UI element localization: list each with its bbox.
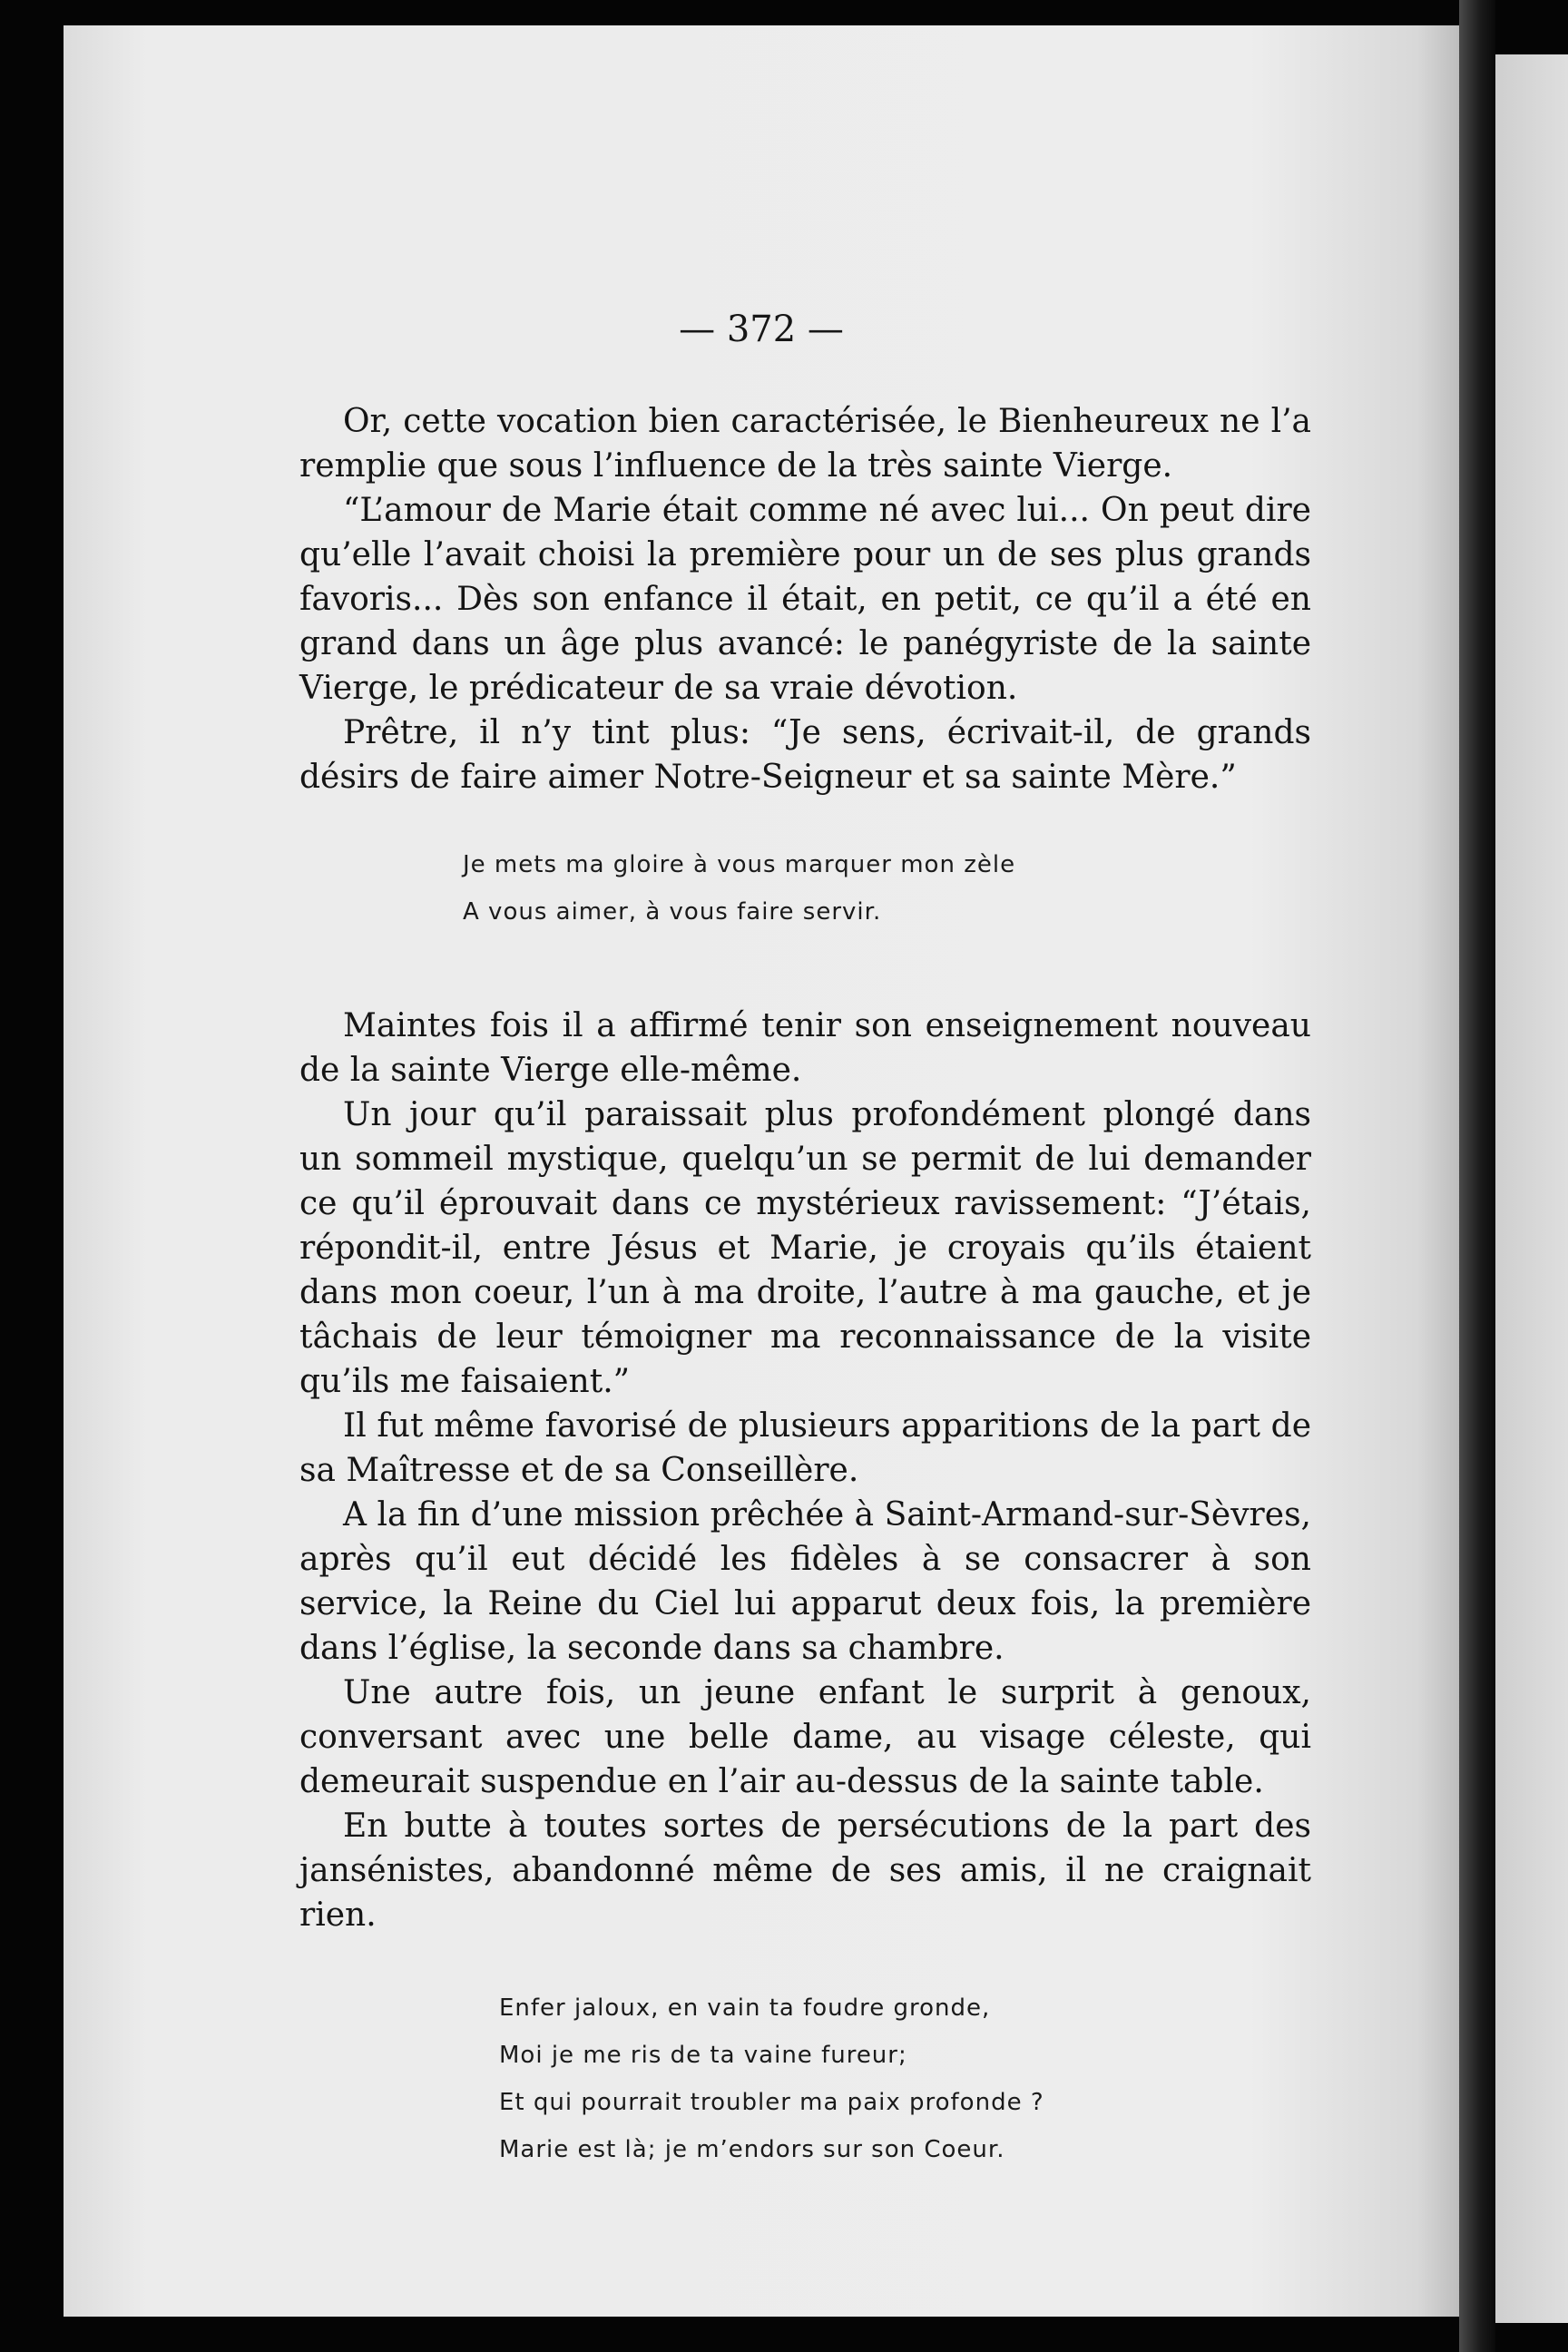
verse-line: Moi je me ris de ta vaine fureur; (499, 2042, 907, 2069)
paragraph: Prêtre, il n’y tint plus: “Je sens, écrivait-il, de grands désirs de faire aimer Notre-Seigneur et sa sainte Mère.” (299, 714, 1311, 796)
verse-line: Et qui pourrait troubler ma paix profonde ? (499, 2089, 1044, 2116)
paragraph: A la fin d’une mission prêchée à Saint-Armand-sur-Sèvres, après qu’il eut décidé les fidèles à se consacrer à son service, la Reine du Ciel lui apparut deux fois, la première dans l’église, la seconde dans sa chambre. (299, 1496, 1311, 1667)
paragraph: “L’amour de Marie était comme né avec lui... On peut dire qu’elle l’avait choisi la première pour un de ses plus grands favoris... Dès son enfance il était, en petit, ce qu’il a été en grand dans un âge plus avancé: le panégyriste de la sainte Vierge, le prédicateur de sa vraie dévotion. (299, 492, 1311, 707)
verse-line: Marie est là; je m’endors sur son Coeur. (499, 2136, 1005, 2163)
paragraph: Une autre fois, un jeune enfant le surprit à genoux, conversant avec une belle dame, au visage céleste, qui demeurait suspendue en l’air au-dessus de la sainte table. (299, 1674, 1311, 1800)
verse-line: Je mets ma gloire à vous marquer mon zèle (463, 851, 1016, 878)
verse-line: A vous aimer, à vous faire servir. (463, 898, 882, 926)
verse-quote (499, 1984, 1311, 2173)
paragraph: Maintes fois il a affirmé tenir son enseignement nouveau de la sainte Vierge elle-même. (299, 1007, 1311, 1089)
book-gutter (1459, 0, 1495, 2352)
page-body (299, 399, 1311, 2173)
facing-page-edge (1495, 54, 1568, 2323)
page-number: — 372 — (679, 309, 844, 350)
verse-line: Enfer jaloux, en vain ta foudre gronde, (499, 1994, 991, 2022)
paragraph: Or, cette vocation bien caractérisée, le Bienheureux ne l’a remplie que sous l’influence de la très sainte Vierge. (299, 403, 1311, 485)
paragraph: Un jour qu’il paraissait plus profondément plongé dans un sommeil mystique, quelqu’un se permit de lui demander ce qu’il éprouvait dans ce mystérieux ravissement: “J’étais, répondit-il, entre Jésus et Marie, je croyais qu’ils étaient dans mon coeur, l’un à ma droite, l’autre à ma gauche, et je tâchais de leur témoigner ma reconnaissance de la visite qu’ils me faisaient.” (299, 1096, 1311, 1400)
paragraph: Il fut même favorisé de plusieurs apparitions de la part de sa Maîtresse et de sa Conseillère. (299, 1407, 1311, 1489)
verse-quote (463, 841, 1311, 936)
paragraph: En butte à toutes sortes de persécutions de la part des jansénistes, abandonné même de ses amis, il ne craignait rien. (299, 1808, 1311, 1934)
